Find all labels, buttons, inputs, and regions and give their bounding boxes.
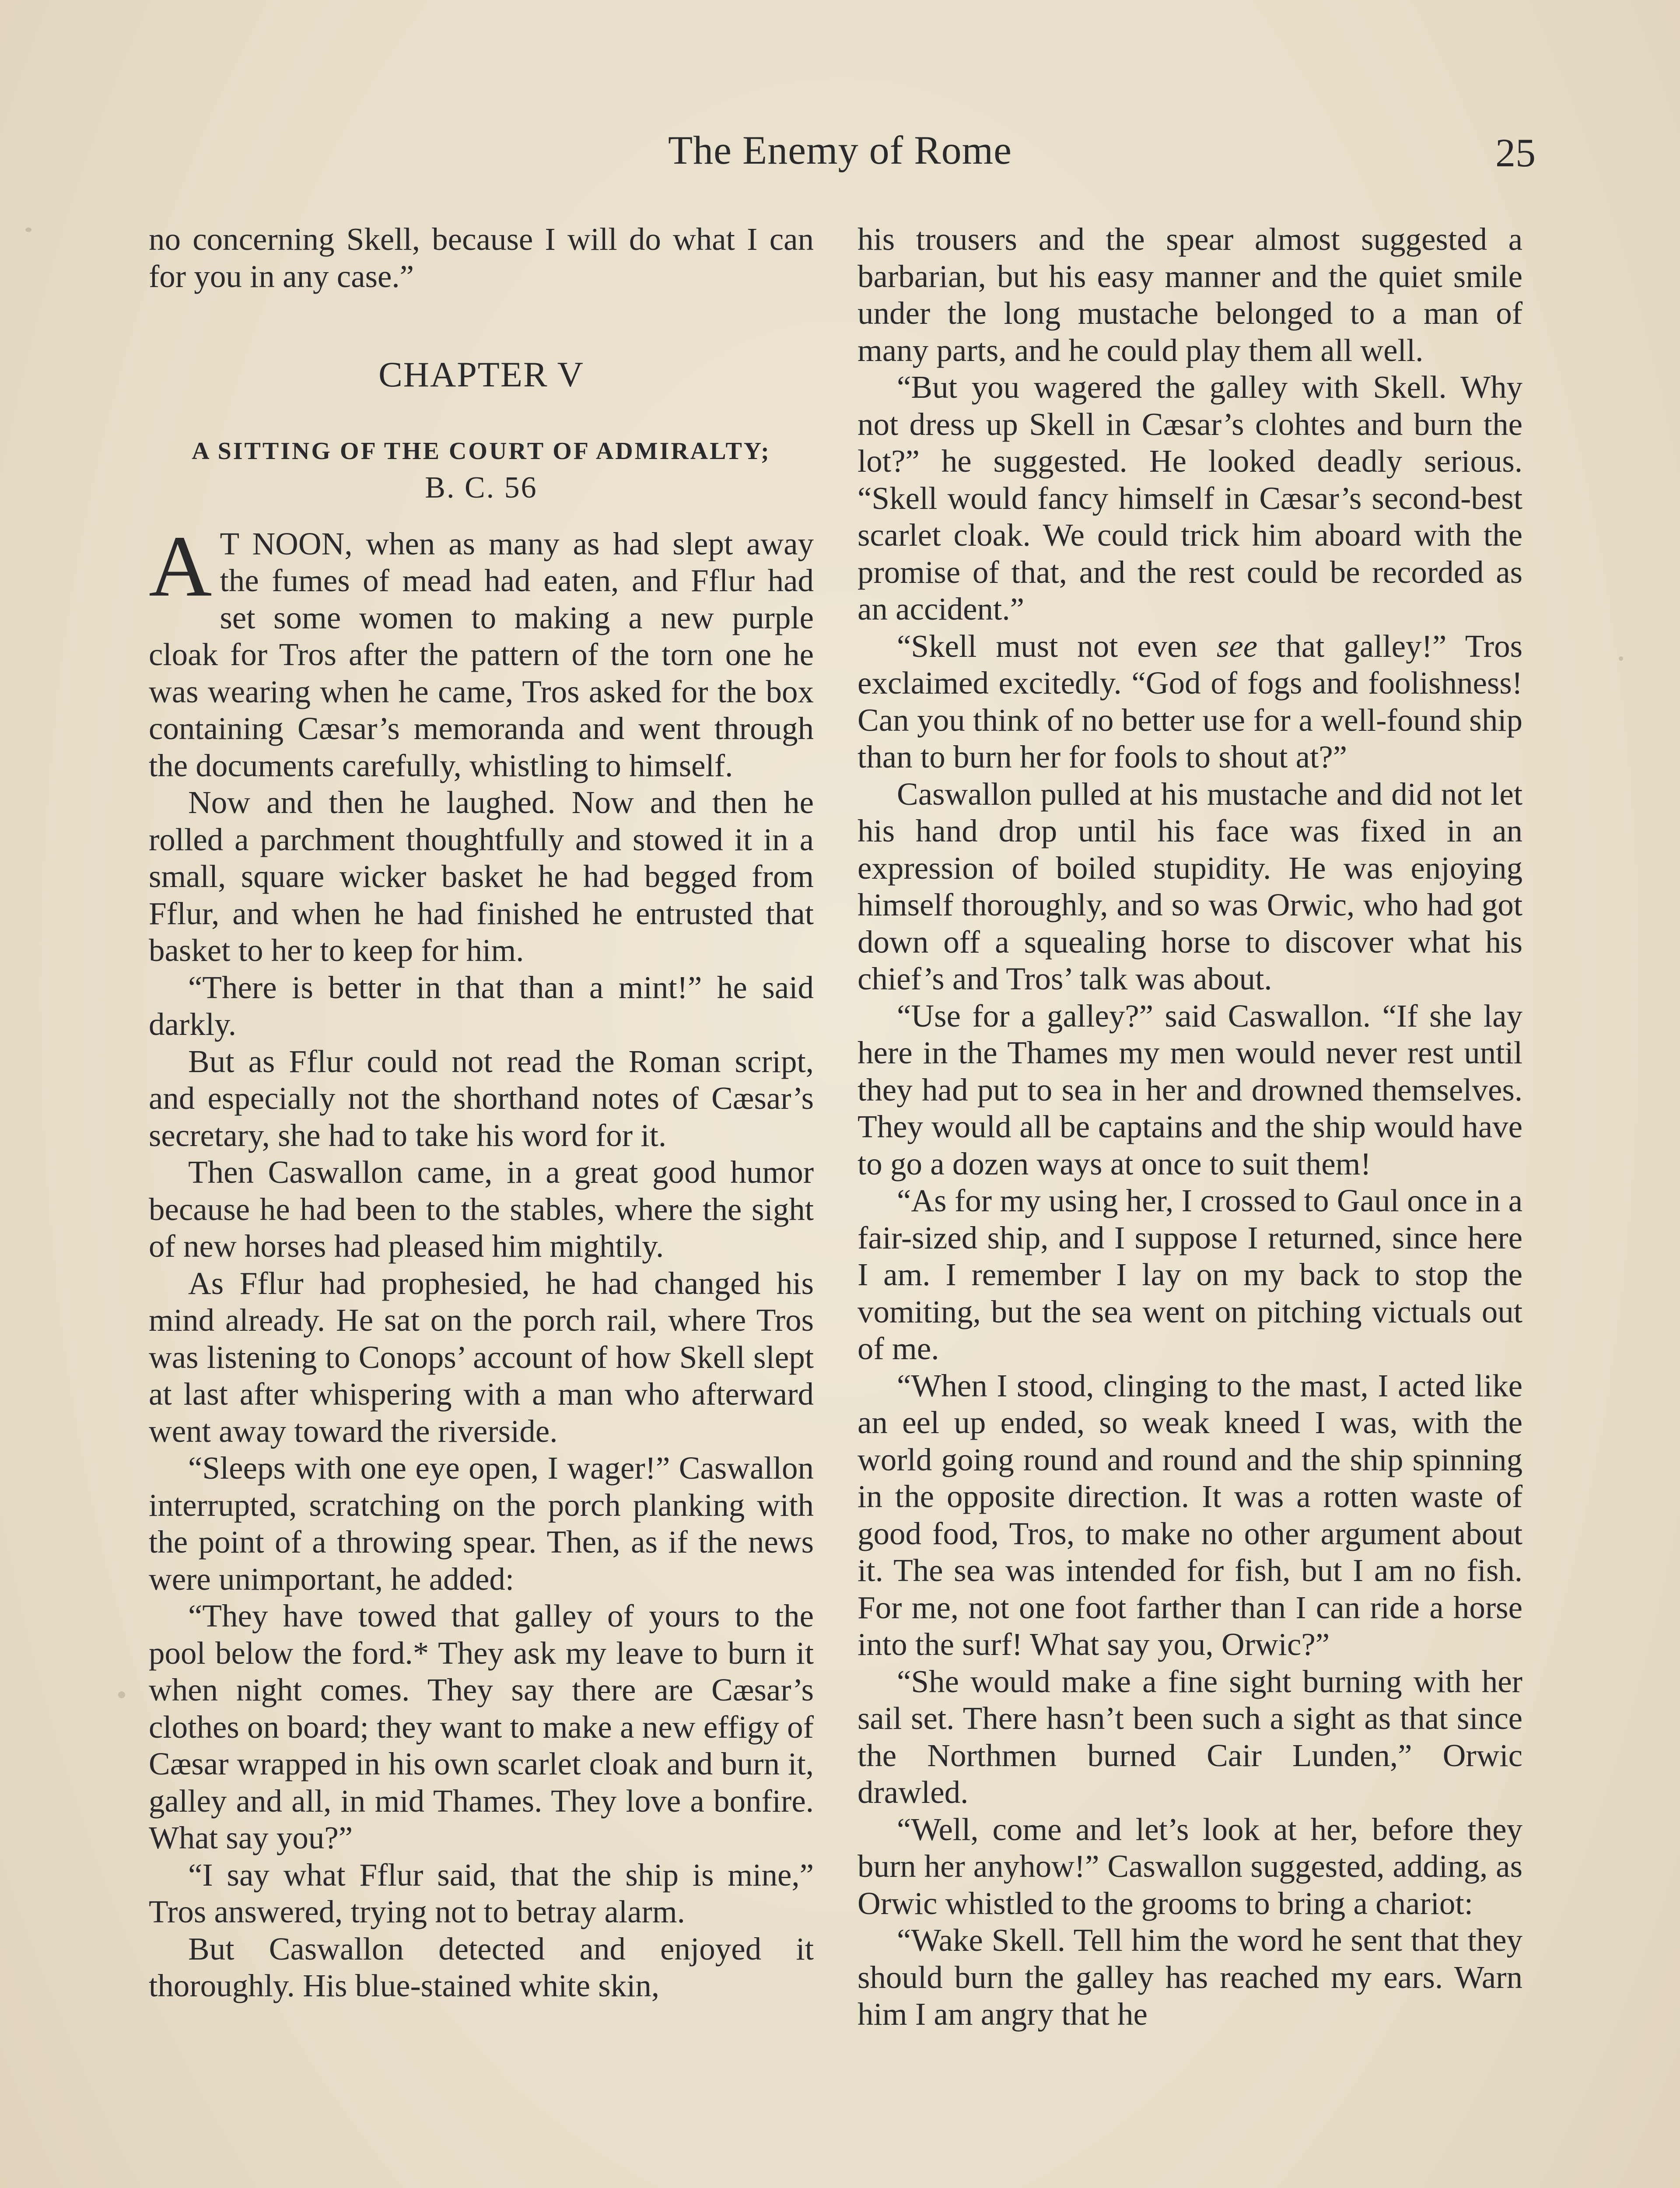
paragraph: Then Caswallon came, in a great good humor because he had been to the stables, where the sight of new horses had pleased him mightily. bbox=[149, 1154, 814, 1264]
running-title: The Enemy of Rome bbox=[668, 128, 1012, 172]
paragraph-text: that galley!” Tros exclaimed excitedly. “God of fogs and foolishness! Can you think of no better use for a well-found ship than to burn her for fools to shout at?” bbox=[858, 628, 1522, 775]
paragraph-text: “Skell must not even bbox=[897, 628, 1217, 664]
chapter-subtitle bbox=[149, 433, 814, 508]
chapter-subtitle-text: A SITTING OF THE COURT OF ADMIRALTY; bbox=[192, 437, 771, 465]
page-header bbox=[144, 127, 1536, 188]
paper-spot bbox=[1619, 656, 1623, 661]
paragraph: “She would make a fine sight burning with her sail set. There hasn’t been such a sight as that since the Northmen burned Cair Lunden,” Orwic drawled. bbox=[858, 1663, 1522, 1810]
paragraph bbox=[858, 628, 1522, 776]
paragraph: “I say what Fflur said, that the ship is mine,” Tros answered, trying not to betray alarm. bbox=[149, 1857, 814, 1929]
right-column bbox=[858, 221, 1522, 2033]
paragraph: “Sleeps with one eye open, I wager!” Caswallon interrupted, scratching on the porch planking with the point of a throwing spear. Then, as if the news were unimportant, he added: bbox=[149, 1450, 814, 1597]
paragraph: no concerning Skell, because I will do what I can for you in any case.” bbox=[149, 221, 814, 294]
paragraph: “There is better in that than a mint!” he said darkly. bbox=[149, 969, 814, 1042]
paragraph: “When I stood, clinging to the mast, I acted like an eel up ended, so weak kneed I was, with the world going round and round and the ship spinning in the opposite direction. It was a rotten waste of good food, Tros, to make no other argument about it. The sea was intended for fish, but I am no fish. For me, not one foot farther than I can ride a horse into the surf! What say you, Orwic?” bbox=[858, 1368, 1522, 1662]
paragraph: “Well, come and let’s look at her, before they burn her anyhow!” Caswallon suggested, adding, as Orwic whistled to the grooms to bring a chariot: bbox=[858, 1811, 1522, 1921]
drop-cap: A bbox=[149, 518, 212, 615]
chapter-date: B. C. 56 bbox=[425, 470, 538, 505]
paragraph: But as Fflur could not read the Roman script, and especially not the shorthand notes of Cæsar’s secretary, she had to take his word for it. bbox=[149, 1043, 814, 1153]
paragraph: “As for my using her, I crossed to Gaul once in a fair-sized ship, and I suppose I returned, since here I am. I remember I lay on my back to stop the vomiting, but the sea went on pitching victuals out of me. bbox=[858, 1183, 1522, 1366]
paragraph: “Wake Skell. Tell him the word he sent that they should burn the galley has reached my ears. Warn him I am angry that he bbox=[858, 1922, 1522, 2032]
page-number: 25 bbox=[1495, 130, 1536, 175]
emphasis-text: see bbox=[1216, 628, 1258, 664]
chapter-title: CHAPTER V bbox=[378, 354, 584, 394]
first-paragraph bbox=[149, 518, 814, 785]
paragraph: But Caswallon detected and enjoyed it thoroughly. His blue-stained white skin, bbox=[149, 1931, 814, 2003]
paragraph: his trousers and the spear almost suggested a barbarian, but his easy manner and the quiet smile under the long mustache belonged to a man of many parts, and he could play them all well. bbox=[858, 221, 1522, 368]
paragraph: Now and then he laughed. Now and then he rolled a parchment thoughtfully and stowed it in a small, square wicker basket he had begged from Fflur, and when he had finished he entrusted that basket to her to keep for him. bbox=[149, 785, 814, 968]
first-paragraph-text: T NOON, when as many as had slept away the fumes of mead had eaten, and Fflur had set some women to making a new purple cloak for Tros after the pattern of the torn one he was wearing when he came, Tros asked for the box containing Cæsar’s memoranda and went through the documents carefully, whistling to himself. bbox=[149, 526, 814, 783]
paragraph: As Fflur had prophesied, he had changed his mind already. He sat on the porch rail, where Tros was listening to Conops’ account of how Skell slept at last after whispering with a man who afterward went away toward the riverside. bbox=[149, 1265, 814, 1449]
left-column bbox=[149, 221, 814, 2005]
paragraph: “Use for a galley?” said Caswallon. “If she lay here in the Thames my men would never rest until they had put to sea in her and drowned themselves. They would all be captains and the ship would have to go a dozen ways at once to suit them! bbox=[858, 998, 1522, 1182]
paragraph: Caswallon pulled at his mustache and did not let his hand drop until his face was fixed in an expression of boiled stupidity. He was enjoying himself thoroughly, and so was Orwic, who had got down off a squealing horse to discover what his chief’s and Tros’ talk was about. bbox=[858, 776, 1522, 996]
paragraph: “But you wagered the galley with Skell. Why not dress up Skell in Cæsar’s clohtes and burn the lot?” he suggested. He looked deadly serious. “Skell would fancy himself in Cæsar’s second-best scarlet cloak. We could trick him aboard with the promise of that, and the rest could be recorded as an accident.” bbox=[858, 369, 1522, 627]
paragraph: “They have towed that galley of yours to the pool below the ford.* They ask my leave to burn it when night comes. They say there are Cæsar’s clothes on board; they want to make a new effigy of Cæsar wrapped in his own scarlet cloak and burn it, galley and all, in mid Thames. They love a bonfire. What say you?” bbox=[149, 1598, 814, 1855]
paper-spot bbox=[118, 1691, 125, 1698]
paper-spot bbox=[25, 228, 32, 232]
